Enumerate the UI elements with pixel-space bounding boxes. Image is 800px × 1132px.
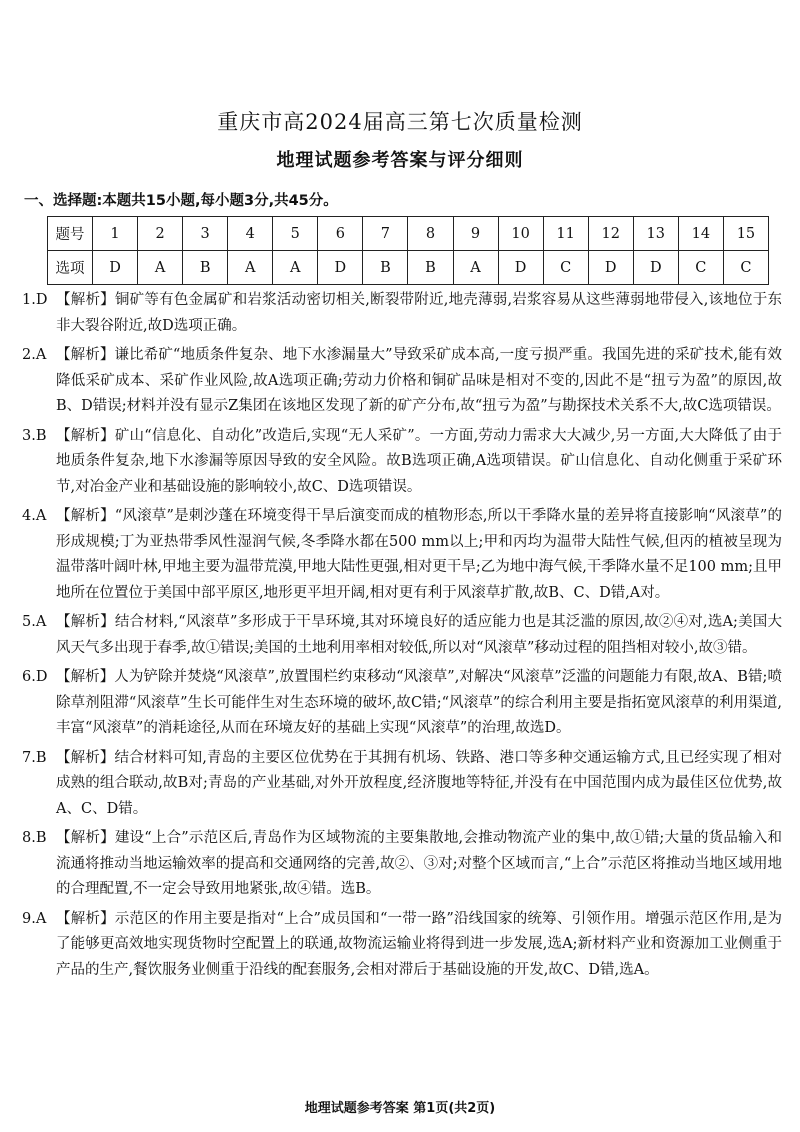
explanation-item	[22, 504, 782, 606]
row-label-option: 选项	[48, 251, 93, 285]
page-title: 重庆市高2024届高三第七次质量检测	[217, 110, 583, 134]
question-number: 5	[273, 217, 318, 251]
explanation-number: 3.B	[22, 427, 47, 444]
explanation-number: 5.A	[22, 614, 47, 630]
answer-option: B	[183, 251, 228, 285]
question-number: 4	[228, 217, 273, 251]
answer-option: D	[588, 251, 633, 285]
question-number: 10	[498, 217, 543, 251]
answer-option: A	[273, 251, 318, 285]
question-number: 1	[93, 217, 138, 251]
answer-option: A	[453, 251, 498, 285]
question-number: 13	[633, 217, 678, 251]
question-number: 7	[363, 217, 408, 251]
explanation-text: 【解析】示范区的作用主要是指对“上合”成员国和“一带一路”沿线国家的统筹、引领作用。增强示范区作用,是为了能够更高效地实现货物时空配置上的联通,故物流运输业将得到进一步发展,选A;新材料产业和资源加工业侧重于产品的生产,餐饮服务业侧重于沿线的配套服务,会相对滞后于基础设施的开发,故C、D错,选A。	[56, 910, 782, 978]
question-number: 12	[588, 217, 633, 251]
explanation-item	[22, 826, 782, 903]
explanation-text: 【解析】谦比希矿“地质条件复杂、地下水渗漏量大”导致采矿成本高,一度亏损严重。我国先进的采矿技术,能有效降低采矿成本、采矿作业风险,故A选项正确;劳动力价格和铜矿品味是相对不变的,因此不是“扭亏为盈”的原因,故B、D错误;材料并没有显示Z集团在该地区发现了新的矿产分布,故“扭亏为盈”与勘探技术关系不大,故C选项错误。	[56, 347, 782, 414]
explanation-number: 6.D	[22, 669, 48, 685]
answer-option-row	[48, 251, 769, 285]
explanation-item	[22, 610, 782, 661]
explanation-text: 【解析】结合材料,“风滚草”多形成于干旱环境,其对环境良好的适应能力也是其泛滥的原因,故②④对,选A;美国大风天气多出现于春季,故①错误;美国的土地利用率相对较低,所以对“风滚草”移动过程的阻挡相对较小,故③错。	[56, 614, 782, 656]
explanation-item	[22, 746, 782, 823]
explanation-text: 【解析】建设“上合”示范区后,青岛作为区域物流的主要集散地,会推动物流产业的集中,故①错;大量的货品输入和流通将推动当地运输效率的提高和交通网络的完善,故②、③对;对整个区域而言,“上合”示范区将推动当地区域用地的合理配置,不一定会导致用地紧张,故④错。选B。	[56, 830, 782, 897]
question-number-row	[48, 217, 769, 251]
page-footer: 地理试题参考答案 第1页(共2页)	[304, 1101, 496, 1116]
answer-option: D	[498, 251, 543, 285]
question-number: 8	[408, 217, 453, 251]
answer-option: C	[678, 251, 723, 285]
page-subtitle: 地理试题参考答案与评分细则	[276, 150, 524, 171]
question-number: 11	[543, 217, 588, 251]
explanation-number: 4.A	[22, 508, 47, 524]
answer-option: A	[138, 251, 183, 285]
explanation-text: 【解析】人为铲除并焚烧“风滚草”,放置围栏约束移动“风滚草”,对解决“风滚草”泛滥的问题能力有限,故A、B错;喷除草剂阻滞“风滚草”生长可能伴生对生态环境的破坏,故C错;“风滚草”的综合利用主要是指拓宽风滚草的利用渠道,丰富“风滚草”的消耗途径,从而在环境友好的基础上实现“风滚草”的治理,故选D。	[56, 669, 783, 736]
explanation-text: 【解析】结合材料可知,青岛的主要区位优势在于其拥有机场、铁路、港口等多种交通运输方式,且已经实现了相对成熟的组合联动,故B对;青岛的产业基础,对外开放程度,经济腹地等特征,并没有在中国范围内成为最佳区位优势,故A、C、D错。	[56, 749, 782, 817]
question-number: 2	[138, 217, 183, 251]
answer-option: A	[228, 251, 273, 285]
question-number: 9	[453, 217, 498, 251]
explanation-number: 9.A	[22, 910, 47, 927]
explanation-item	[22, 907, 782, 984]
answer-option: D	[318, 251, 363, 285]
explanation-number: 2.A	[22, 347, 47, 363]
answer-table	[47, 216, 769, 285]
question-number: 3	[183, 217, 228, 251]
explanation-number: 8.B	[22, 830, 47, 846]
answer-option: D	[633, 251, 678, 285]
question-number: 6	[318, 217, 363, 251]
answer-option: B	[408, 251, 453, 285]
answer-option: C	[723, 251, 768, 285]
explanation-number: 1.D	[22, 292, 48, 308]
explanation-item	[22, 665, 782, 742]
section-heading: 一、选择题:本题共15小题,每小题3分,共45分。	[24, 193, 338, 209]
explanation-text: 【解析】铜矿等有色金属矿和岩浆活动密切相关,断裂带附近,地壳薄弱,岩浆容易从这些薄弱地带侵入,该地位于东非大裂谷附近,故D选项正确。	[56, 292, 782, 334]
explanation-number: 7.B	[22, 749, 47, 766]
question-number: 14	[678, 217, 723, 251]
row-label-question: 题号	[48, 217, 93, 251]
explanation-item	[22, 288, 782, 339]
explanation-item	[22, 424, 782, 501]
explanation-list	[22, 288, 782, 987]
answer-option: D	[93, 251, 138, 285]
answer-option: B	[363, 251, 408, 285]
answer-option: C	[543, 251, 588, 285]
question-number: 15	[723, 217, 768, 251]
explanation-item	[22, 343, 782, 420]
explanation-text: 【解析】“风滚草”是刺沙蓬在环境变得干旱后演变而成的植物形态,所以干季降水量的差异将直接影响“风滚草”的形成规模;丁为亚热带季风性湿润气候,冬季降水都在500 mm以上;甲和丙均为温带大陆性气候,但丙的植被呈现为温带落叶阔叶林,甲地主要为温带荒漠,甲地大陆性更强,相对更干旱;乙为地中海气候,干季降水量不足100 mm;且甲地所在位置位于美国中部平原区,地形更平坦开阔,相对更有利于风滚草扩散,故B、C、D错,A对。	[56, 508, 782, 601]
explanation-text: 【解析】矿山“信息化、自动化”改造后,实现“无人采矿”。一方面,劳动力需求大大减少,另一方面,大大降低了由于地质条件复杂,地下水渗漏等原因导致的安全风险。故B选项正确,A选项错误。矿山信息化、自动化侧重于采矿环节,对冶金产业和基础设施的影响较小,故C、D选项错误。	[56, 427, 782, 495]
